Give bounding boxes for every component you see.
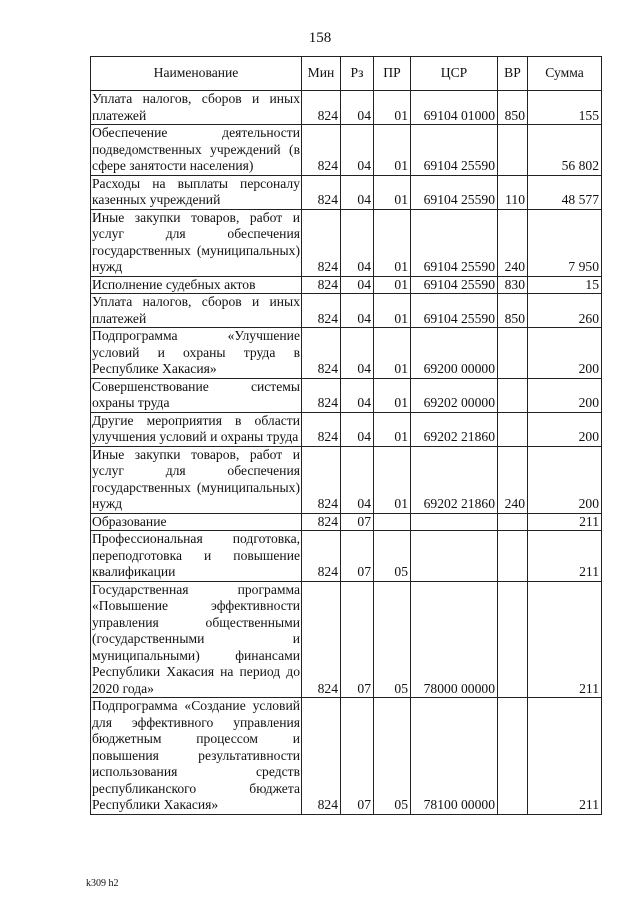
budget-table <box>90 56 602 815</box>
cell-pr: 01 <box>374 328 411 379</box>
cell-pr <box>374 513 411 531</box>
cell-csr: 69200 00000 <box>411 328 498 379</box>
table-row <box>91 125 602 176</box>
cell-csr: 69202 21860 <box>411 446 498 513</box>
footer-code: k309 h2 <box>86 878 119 889</box>
cell-csr: 69202 00000 <box>411 378 498 412</box>
cell-name: Обеспечение деятельности подведомственных учреждений (в сфере занятости населения) <box>92 125 300 173</box>
cell-pr: 01 <box>374 412 411 446</box>
cell-rz: 04 <box>341 328 374 379</box>
cell-csr: 69104 25590 <box>411 276 498 294</box>
cell-min: 824 <box>302 209 341 276</box>
cell-pr: 01 <box>374 209 411 276</box>
cell-rz: 07 <box>341 698 374 815</box>
cell-rz: 07 <box>341 531 374 582</box>
cell-name: Уплата налогов, сборов и иных платежей <box>92 91 300 123</box>
cell-vr: 830 <box>498 276 528 294</box>
cell-pr: 01 <box>374 446 411 513</box>
header-vr: ВР <box>498 57 528 91</box>
table-row <box>91 328 602 379</box>
cell-vr <box>498 698 528 815</box>
cell-vr <box>498 531 528 582</box>
header-rz: Рз <box>341 57 374 91</box>
cell-sum: 155 <box>528 91 602 125</box>
cell-min: 824 <box>302 581 341 698</box>
table-row <box>91 446 602 513</box>
cell-pr: 01 <box>374 276 411 294</box>
cell-vr <box>498 125 528 176</box>
cell-pr: 01 <box>374 175 411 209</box>
cell-min: 824 <box>302 125 341 176</box>
cell-sum: 200 <box>528 378 602 412</box>
table-header-row <box>91 57 602 91</box>
cell-rz: 07 <box>341 513 374 531</box>
cell-sum: 200 <box>528 412 602 446</box>
header-csr: ЦСР <box>411 57 498 91</box>
cell-vr: 110 <box>498 175 528 209</box>
cell-pr: 05 <box>374 531 411 582</box>
cell-csr: 78100 00000 <box>411 698 498 815</box>
table-row <box>91 209 602 276</box>
table-row <box>91 294 602 328</box>
cell-min: 824 <box>302 91 341 125</box>
cell-name: Подпрограмма «Создание условий для эффективного управления бюджетным процессом и повышения результативности использования средств республиканского бюджета Республики Хакасия» <box>92 698 300 812</box>
cell-min: 824 <box>302 698 341 815</box>
cell-pr: 05 <box>374 581 411 698</box>
table-row <box>91 378 602 412</box>
cell-rz: 04 <box>341 125 374 176</box>
cell-name: Другие мероприятия в области улучшения условий и охраны труда <box>92 412 300 444</box>
cell-name: Профессиональная подготовка, переподготовка и повышение квалификации <box>92 531 300 579</box>
cell-vr <box>498 378 528 412</box>
cell-min: 824 <box>302 446 341 513</box>
cell-name: Подпрограмма «Улучшение условий и охраны труда в Республике Хакасия» <box>92 328 300 376</box>
cell-rz: 04 <box>341 209 374 276</box>
cell-rz: 04 <box>341 412 374 446</box>
cell-name: Исполнение судебных актов <box>91 276 302 294</box>
cell-csr: 69202 21860 <box>411 412 498 446</box>
cell-pr: 01 <box>374 91 411 125</box>
cell-sum: 260 <box>528 294 602 328</box>
cell-sum: 211 <box>528 581 602 698</box>
cell-name: Государственная программа «Повышение эффективности управления общественными (государственными и муниципальными) финансами Республики Хакасия на период до 2020 года» <box>92 581 300 696</box>
table-row <box>91 412 602 446</box>
cell-csr: 69104 25590 <box>411 209 498 276</box>
cell-min: 824 <box>302 328 341 379</box>
cell-rz: 04 <box>341 446 374 513</box>
table-row <box>91 531 602 582</box>
cell-min: 824 <box>302 276 341 294</box>
cell-pr: 01 <box>374 125 411 176</box>
cell-vr <box>498 513 528 531</box>
cell-sum: 211 <box>528 513 602 531</box>
cell-vr: 240 <box>498 209 528 276</box>
cell-min: 824 <box>302 531 341 582</box>
cell-min: 824 <box>302 378 341 412</box>
cell-min: 824 <box>302 294 341 328</box>
cell-min: 824 <box>302 412 341 446</box>
cell-vr <box>498 328 528 379</box>
cell-name: Иные закупки товаров, работ и услуг для обеспечения государственных (муниципальных) нужд <box>92 209 300 274</box>
cell-min: 824 <box>302 175 341 209</box>
cell-name: Иные закупки товаров, работ и услуг для обеспечения государственных (муниципальных) нужд <box>92 446 300 511</box>
cell-sum: 200 <box>528 328 602 379</box>
table-row <box>91 276 602 294</box>
cell-pr: 01 <box>374 378 411 412</box>
cell-name: Образование <box>91 513 302 531</box>
cell-rz: 04 <box>341 378 374 412</box>
cell-rz: 04 <box>341 175 374 209</box>
cell-vr <box>498 412 528 446</box>
cell-name: Уплата налогов, сборов и иных платежей <box>92 294 300 326</box>
cell-sum: 56 802 <box>528 125 602 176</box>
cell-vr: 850 <box>498 294 528 328</box>
cell-csr: 69104 25590 <box>411 294 498 328</box>
cell-sum: 7 950 <box>528 209 602 276</box>
header-min: Мин <box>302 57 341 91</box>
header-sum: Сумма <box>528 57 602 91</box>
cell-pr: 05 <box>374 698 411 815</box>
table-row <box>91 513 602 531</box>
table-row <box>91 698 602 815</box>
cell-csr: 78000 00000 <box>411 581 498 698</box>
cell-csr: 69104 25590 <box>411 175 498 209</box>
cell-csr: 69104 25590 <box>411 125 498 176</box>
header-pr: ПР <box>374 57 411 91</box>
cell-vr: 240 <box>498 446 528 513</box>
cell-csr: 69104 01000 <box>411 91 498 125</box>
cell-name: Расходы на выплаты персоналу казенных учреждений <box>92 175 300 207</box>
table-row <box>91 91 602 125</box>
table-row <box>91 581 602 698</box>
cell-sum: 211 <box>528 698 602 815</box>
cell-min: 824 <box>302 513 341 531</box>
cell-sum: 48 577 <box>528 175 602 209</box>
cell-rz: 07 <box>341 581 374 698</box>
cell-rz: 04 <box>341 91 374 125</box>
cell-name: Совершенствование системы охраны труда <box>92 378 300 410</box>
header-name: Наименование <box>91 57 302 91</box>
page-number: 158 <box>308 30 332 46</box>
cell-vr <box>498 581 528 698</box>
cell-rz: 04 <box>341 294 374 328</box>
cell-rz: 04 <box>341 276 374 294</box>
cell-vr: 850 <box>498 91 528 125</box>
cell-sum: 211 <box>528 531 602 582</box>
cell-sum: 15 <box>528 276 602 294</box>
cell-csr <box>411 531 498 582</box>
table-row <box>91 175 602 209</box>
cell-csr <box>411 513 498 531</box>
cell-sum: 200 <box>528 446 602 513</box>
cell-pr: 01 <box>374 294 411 328</box>
